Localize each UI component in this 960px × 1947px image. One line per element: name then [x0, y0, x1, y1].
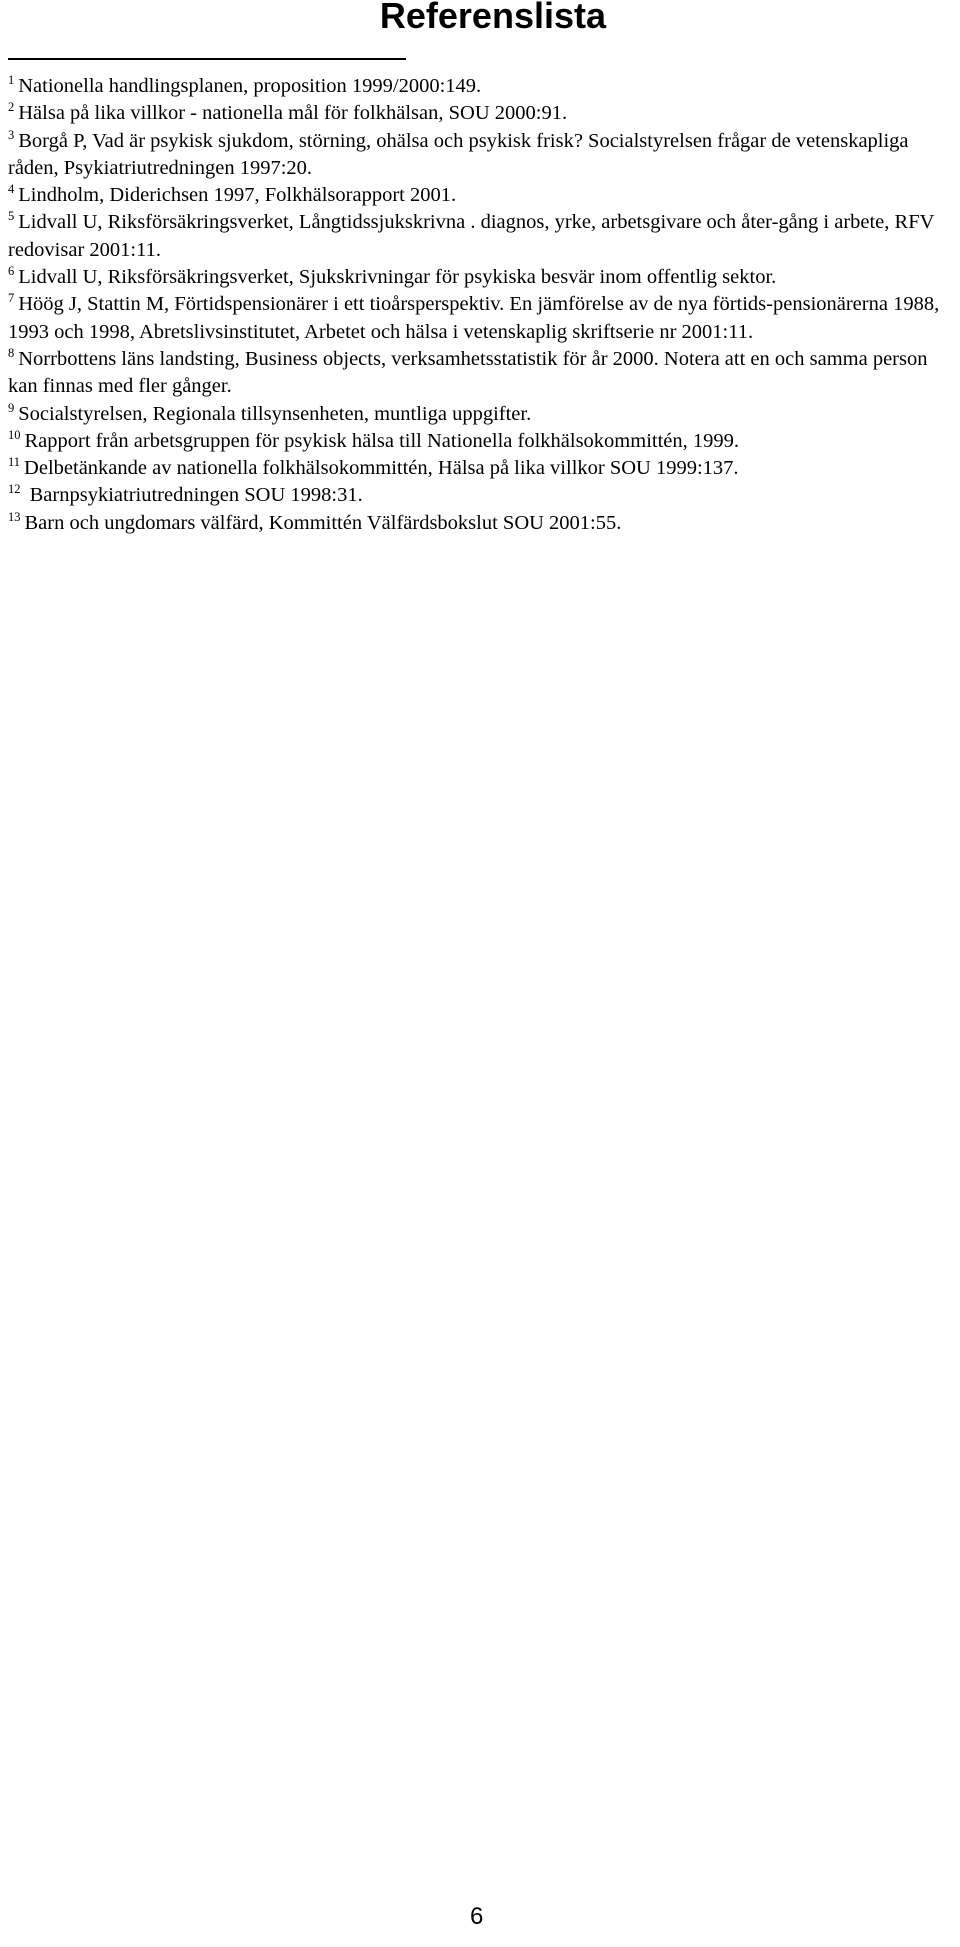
- reference-item: [8, 455, 953, 482]
- reference-text: Barn och ungdomars välfärd, Kommittén Välfärdsbokslut SOU 2001:55.: [24, 511, 622, 534]
- reference-list: [8, 73, 953, 537]
- reference-item: [8, 73, 953, 100]
- reference-text: Lidvall U, Riksförsäkringsverket, Sjukskrivningar för psykiska besvär inom offentlig sektor.: [18, 266, 777, 289]
- reference-number: 6: [8, 264, 15, 279]
- reference-item: [8, 100, 953, 127]
- footnote-divider: [8, 58, 406, 60]
- page-title: Referenslista: [379, 0, 606, 36]
- reference-number: 13: [8, 509, 21, 524]
- reference-text: Lidvall U, Riksförsäkringsverket, Långtidssjukskrivna . diagnos, yrke, arbetsgivare och åter-gång i arbete, RFV redovisar 2001:11.: [8, 211, 935, 261]
- reference-item: [8, 510, 953, 537]
- reference-item: [8, 401, 953, 428]
- reference-item: [8, 482, 953, 509]
- reference-number: 11: [8, 455, 21, 470]
- reference-number: 4: [8, 182, 15, 197]
- reference-number: 2: [8, 100, 15, 115]
- reference-number: 7: [8, 291, 15, 306]
- reference-number: 5: [8, 209, 15, 224]
- reference-number: 10: [8, 427, 21, 442]
- reference-text: Borgå P, Vad är psykisk sjukdom, störning, ohälsa och psykisk frisk? Socialstyrelsen frågar de vetenskapliga råden, Psykiatriutredningen 1997:20.: [8, 129, 909, 179]
- reference-number: 1: [8, 73, 15, 87]
- reference-item: [8, 209, 953, 264]
- page-number: 6: [470, 1903, 484, 1930]
- reference-item: [8, 346, 953, 401]
- reference-number: 3: [8, 127, 15, 142]
- reference-text: Barnpsykiatriutredningen SOU 1998:31.: [24, 484, 363, 507]
- reference-item: [8, 291, 953, 346]
- reference-item: [8, 128, 953, 183]
- reference-item: [8, 264, 953, 291]
- reference-text: Nationella handlingsplanen, proposition 1999/2000:149.: [18, 75, 482, 97]
- reference-text: Socialstyrelsen, Regionala tillsynsenheten, muntliga uppgifter.: [18, 402, 532, 425]
- reference-text: Hälsa på lika villkor - nationella mål för folkhälsan, SOU 2000:91.: [18, 102, 568, 125]
- reference-number: 9: [8, 400, 15, 415]
- reference-text: Delbetänkande av nationella folkhälsokommittén, Hälsa på lika villkor SOU 1999:137.: [24, 457, 739, 480]
- reference-text: Rapport från arbetsgruppen för psykisk hälsa till Nationella folkhälsokommittén, 1999.: [24, 429, 740, 452]
- reference-number: 12: [8, 482, 21, 497]
- reference-text: Höög J, Stattin M, Förtidspensionärer i ett tioårsperspektiv. En jämförelse av de nya förtids-pensionärerna 1988, 1993 och 1998, Abretslivsinstitutet, Arbetet och hälsa i vetenskaplig skriftserie nr 2001:11.: [8, 293, 940, 343]
- reference-item: [8, 182, 953, 209]
- reference-number: 8: [8, 345, 15, 360]
- reference-item: [8, 428, 953, 455]
- reference-text: Norrbottens läns landsting, Business objects, verksamhetsstatistik för år 2000. Notera att en och samma person kan finnas med fler gånger.: [8, 347, 928, 398]
- reference-text: Lindholm, Diderichsen 1997, Folkhälsorapport 2001.: [18, 184, 457, 207]
